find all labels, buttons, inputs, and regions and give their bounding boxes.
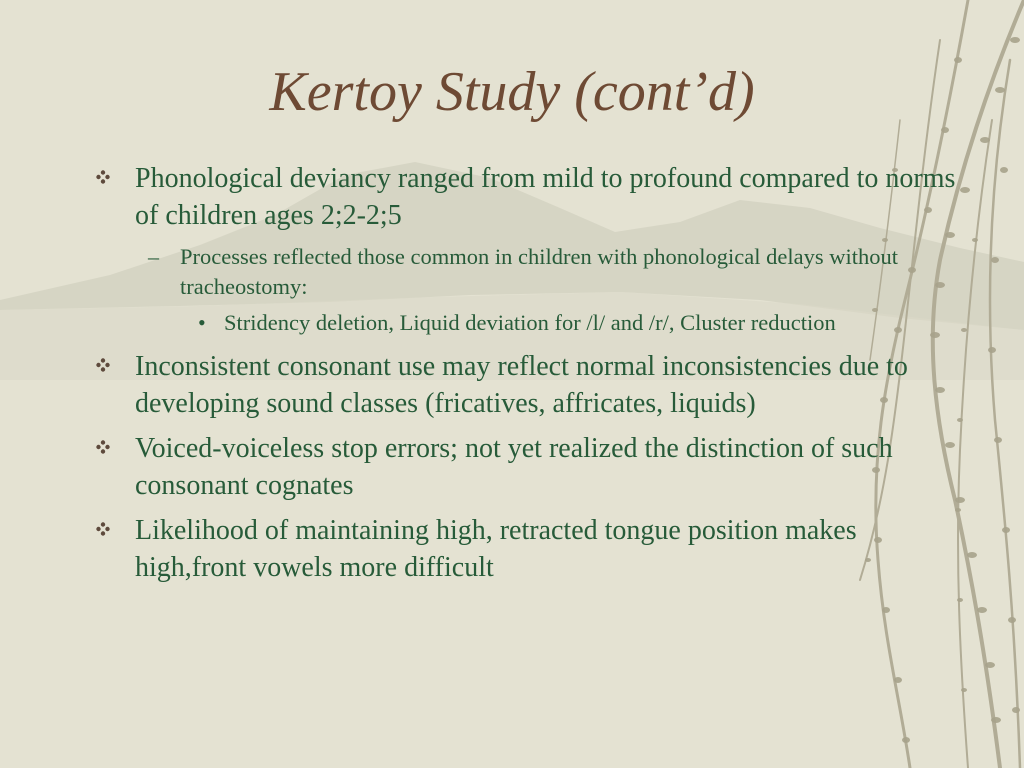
bullet-text: Phonological deviancy ranged from mild to profound compared to norms of children ages 2;2-2;5 [135, 163, 956, 231]
bullet-item-1 [96, 160, 956, 234]
diamond-bullet-icon [96, 440, 110, 454]
bullet-text: Voiced-voiceless stop errors; not yet realized the distinction of such consonant cognates [135, 433, 893, 501]
sub-bullet-text: Processes reflected those common in children with phonological delays without tracheostomy: [180, 244, 898, 299]
bullet-item-2 [96, 348, 956, 422]
bullet-text: Inconsistent consonant use may reflect normal inconsistencies due to developing sound classes (fricatives, affricates, liquids) [135, 351, 908, 419]
dash-bullet: – [148, 244, 159, 269]
sub-sub-bullet-item [198, 308, 956, 338]
bullet-item-4 [96, 512, 956, 586]
slide-title: Kertoy Study (cont’d) [269, 61, 755, 123]
bullet-item-3 [96, 430, 956, 504]
diamond-bullet-icon [96, 170, 110, 184]
diamond-bullet-icon [96, 358, 110, 372]
round-bullet: • [198, 310, 206, 335]
bullet-list [96, 160, 956, 594]
diamond-bullet-icon [96, 522, 110, 536]
sub-bullet-item [148, 242, 956, 302]
bullet-text: Likelihood of maintaining high, retracted tongue position makes high,front vowels more difficult [135, 515, 857, 583]
sub-sub-bullet-text: Stridency deletion, Liquid deviation for /l/ and /r/, Cluster reduction [224, 310, 836, 335]
